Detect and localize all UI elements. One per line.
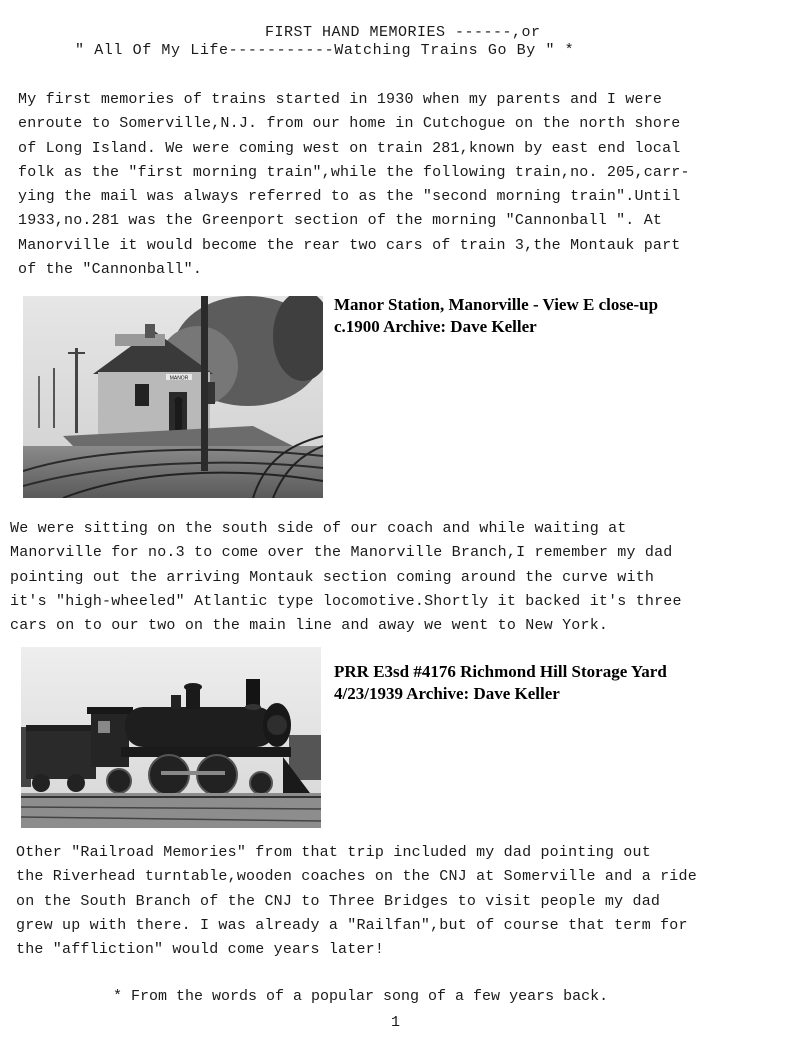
manor-station-photo bbox=[23, 296, 323, 498]
paragraph-line: 1933,no.281 was the Greenport section of the morning "Cannonball ". At bbox=[18, 212, 663, 230]
page-number: 1 bbox=[391, 1014, 401, 1031]
paragraph-line: Other "Railroad Memories" from that trip included my dad pointing out bbox=[16, 844, 651, 861]
footnote: * From the words of a popular song of a few years back. bbox=[113, 988, 609, 1005]
paragraph-line: cars on to our two on the main line and away we went to New York. bbox=[10, 617, 609, 635]
paragraph-line: of Long Island. We were coming west on train 281,known by east end local bbox=[18, 139, 681, 157]
photo-caption-locomotive bbox=[334, 661, 667, 705]
document-subtitle: " All Of My Life-----------Watching Trains Go By " * bbox=[75, 42, 575, 59]
paragraph-line: the "affliction" would come years later! bbox=[16, 941, 385, 959]
paragraph-line: folk as the "first morning train",while the following train,no. 205,carr- bbox=[18, 163, 690, 181]
paragraph-line: We were sitting on the south side of our coach and while waiting at bbox=[10, 520, 627, 537]
station-sign: MANOR bbox=[169, 375, 189, 382]
paragraph-line: enroute to Somerville,N.J. from our home in Cutchogue on the north shore bbox=[18, 115, 681, 133]
paragraph-manorville-wait bbox=[10, 517, 682, 638]
locomotive-photo bbox=[21, 647, 321, 828]
paragraph-line: Manorville it would become the rear two cars of train 3,the Montauk part bbox=[18, 236, 681, 254]
paragraph-line: Manorville for no.3 to come over the Manorville Branch,I remember my dad bbox=[10, 544, 673, 562]
caption-line: PRR E3sd #4176 Richmond Hill Storage Yard bbox=[334, 662, 667, 681]
paragraph-line: pointing out the arriving Montauk section coming around the curve with bbox=[10, 568, 655, 586]
paragraph-line: it's "high-wheeled" Atlantic type locomotive.Shortly it backed it's three bbox=[10, 592, 682, 610]
paragraph-line: of the "Cannonball". bbox=[18, 261, 203, 279]
paragraph-line: My first memories of trains started in 1930 when my parents and I were bbox=[18, 91, 663, 108]
photo-caption-manor-station bbox=[334, 294, 658, 338]
caption-line: c.1900 Archive: Dave Keller bbox=[334, 317, 537, 336]
paragraph-railroad-memories bbox=[16, 841, 697, 962]
document-title: FIRST HAND MEMORIES ------,or bbox=[265, 24, 541, 41]
paragraph-line: the Riverhead turntable,wooden coaches on the CNJ at Somerville and a ride bbox=[16, 868, 697, 886]
paragraph-line: ying the mail was always referred to as the "second morning train".Until bbox=[18, 188, 681, 206]
paragraph-line: on the South Branch of the CNJ to Three Bridges to visit people my dad bbox=[16, 892, 661, 910]
caption-line: 4/23/1939 Archive: Dave Keller bbox=[334, 684, 560, 703]
paragraph-line: grew up with there. I was already a "Railfan",but of course that term for bbox=[16, 916, 688, 934]
caption-line: Manor Station, Manorville - View E close-up bbox=[334, 295, 659, 314]
paragraph-first-memories bbox=[18, 88, 690, 282]
